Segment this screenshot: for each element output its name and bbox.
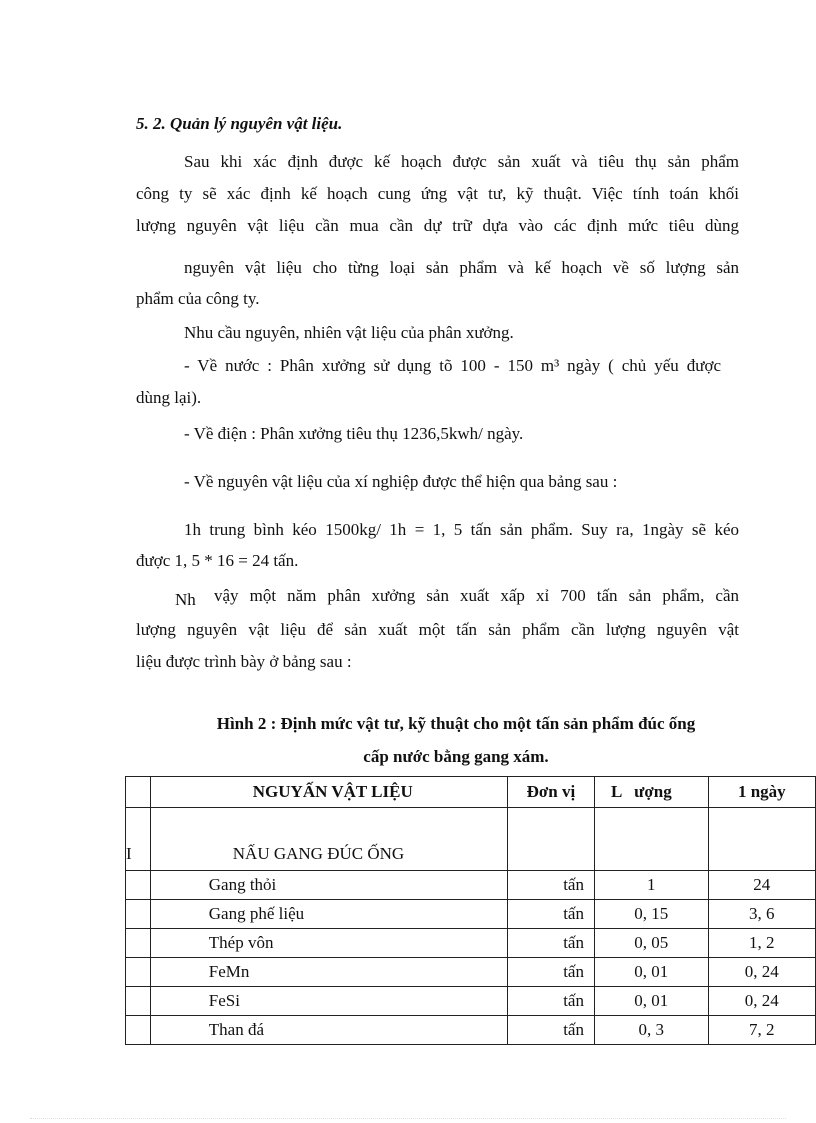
- material-name: FeSi: [150, 987, 507, 1016]
- paragraph-line: Sau khi xác định được kế hoạch được sản xuất và tiêu thụ sản phẩm: [184, 152, 739, 171]
- material-unit: tấn: [507, 929, 594, 958]
- material-amount: 0, 15: [594, 900, 708, 929]
- material-per-day: 3, 6: [708, 900, 815, 929]
- material-per-day: 7, 2: [708, 1016, 815, 1045]
- material-amount: 0, 01: [594, 987, 708, 1016]
- table-row: [126, 958, 816, 987]
- paragraph-line: - Về điện : Phân xưởng tiêu thụ 1236,5kwh/ ngày.: [184, 424, 524, 443]
- paragraph-line: nguyên vật liệu cho từng loại sản phẩm và kế hoạch về số lượng sản: [184, 258, 739, 277]
- table-row: [126, 900, 816, 929]
- header-material: NGUYẤN VẬT LIỆU: [150, 777, 507, 808]
- paragraph-line: được 1, 5 * 16 = 24 tấn.: [136, 551, 299, 570]
- paragraph-line: công ty sẽ xác định kế hoạch cung ứng vật tư, kỹ thuật. Việc tính toán khối: [136, 184, 739, 203]
- material-name: Gang thỏi: [150, 871, 507, 900]
- table-row: [126, 871, 816, 900]
- materials-table: [125, 776, 816, 1045]
- header-per-day: 1 ngày: [708, 777, 815, 808]
- section-label: NẤU GANG ĐÚC ỐNG: [150, 808, 507, 871]
- material-unit: tấn: [507, 871, 594, 900]
- material-per-day: 0, 24: [708, 987, 815, 1016]
- material-name: Than đá: [150, 1016, 507, 1045]
- paragraph-line: dùng lại).: [136, 388, 202, 407]
- material-per-day: 24: [708, 871, 815, 900]
- paragraph-line: phẩm của công ty.: [136, 289, 260, 308]
- material-per-day: 1, 2: [708, 929, 815, 958]
- table-header-row: [126, 777, 816, 808]
- table-row: [126, 987, 816, 1016]
- section-row: [126, 808, 816, 871]
- material-unit: tấn: [507, 987, 594, 1016]
- figure-caption: Hình 2 : Định mức vật tư, kỹ thuật cho một tấn sản phẩm đúc ống: [216, 714, 696, 733]
- material-amount: 0, 3: [594, 1016, 708, 1045]
- material-name: FeMn: [150, 958, 507, 987]
- material-amount: 0, 05: [594, 929, 708, 958]
- section-index: I: [126, 808, 151, 871]
- table-row: [126, 1016, 816, 1045]
- material-per-day: 0, 24: [708, 958, 815, 987]
- material-amount: 1: [594, 871, 708, 900]
- table-row: [126, 929, 816, 958]
- paragraph-line: liệu được trình bày ở bảng sau :: [136, 652, 352, 671]
- header-unit: Đơn vị: [507, 777, 594, 808]
- figure-caption-line2: cấp nước bằng gang xám.: [363, 747, 549, 766]
- material-unit: tấn: [507, 1016, 594, 1045]
- paragraph-line-start: Nh: [175, 590, 196, 609]
- material-unit: tấn: [507, 958, 594, 987]
- material-unit: tấn: [507, 900, 594, 929]
- paragraph-line: 1h trung bình kéo 1500kg/ 1h = 1, 5 tấn sản phẩm. Suy ra, 1ngày sẽ kéo: [184, 520, 739, 539]
- material-amount: 0, 01: [594, 958, 708, 987]
- header-index: [126, 777, 151, 808]
- paragraph-line: lượng nguyên vật liệu để sản xuất một tấn sản phẩm cần lượng nguyên vật: [136, 620, 739, 639]
- material-name: Gang phế liệu: [150, 900, 507, 929]
- page-bottom-divider: [30, 1118, 786, 1119]
- material-name: Thép vôn: [150, 929, 507, 958]
- paragraph-line: lượng nguyên vật liệu cần mua cần dự trữ dựa vào các định mức tiêu dùng: [136, 216, 739, 235]
- paragraph-line: - Về nước : Phân xưởng sử dụng tõ 100 - 150 m³ ngày ( chủ yếu được: [184, 356, 721, 375]
- header-amount: L ượng: [594, 777, 708, 808]
- paragraph-line: vậy một năm phân xưởng sản xuất xấp xỉ 700 tấn sản phẩm, cần: [214, 586, 739, 605]
- paragraph-line: Nhu cầu nguyên, nhiên vật liệu của phân xưởng.: [184, 323, 514, 342]
- section-heading: 5. 2. Quản lý nguyên vật liệu.: [136, 114, 343, 133]
- paragraph-line: - Về nguyên vật liệu của xí nghiệp được thể hiện qua bảng sau :: [184, 472, 618, 491]
